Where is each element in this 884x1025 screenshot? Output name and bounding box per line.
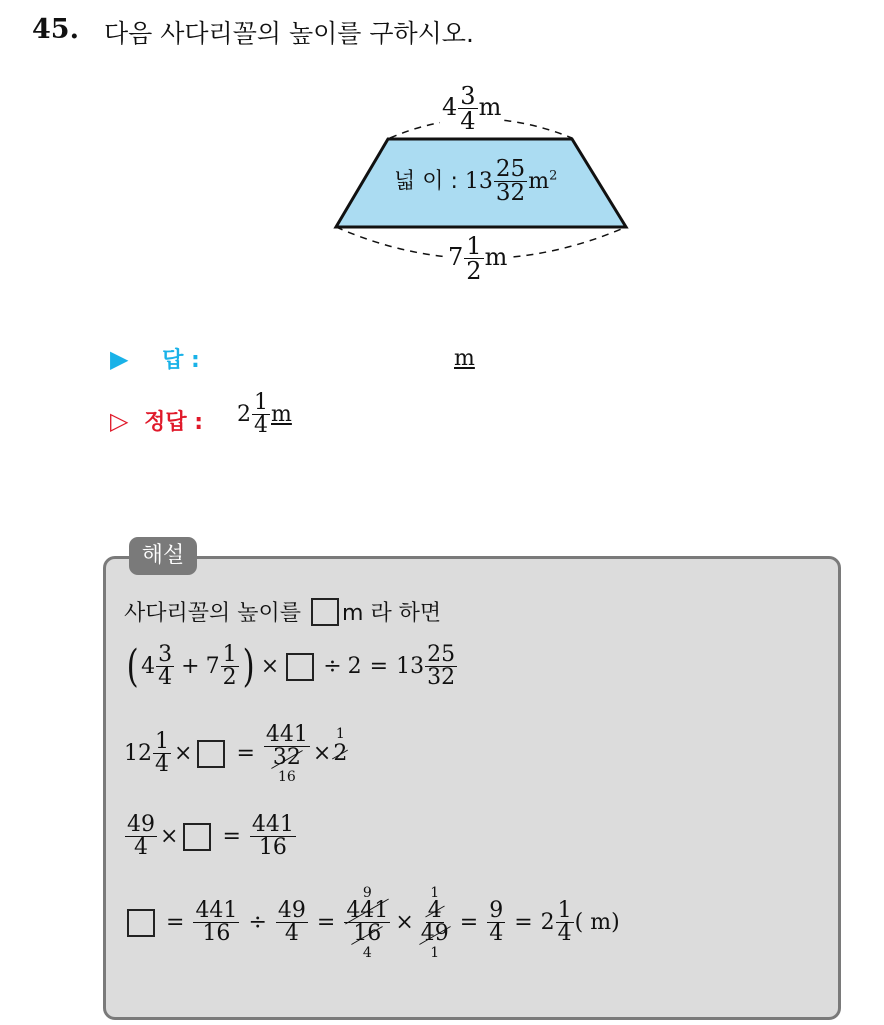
solution-line-5: = $\frac{441}{16}$ ÷ $\frac{49}{4}$ = 9 $\frac{441}{16}$ 4 × 1 $\frac{4}{49}$ 1 = $\frac{9}{4}$ = 2 $\frac{1}{4}$ ( m) bbox=[124, 886, 620, 960]
answer-arrow-icon: ▶ bbox=[110, 345, 129, 373]
answer-label: 답 : bbox=[162, 348, 200, 373]
solution-line-3: 12 $\frac{1}{4}$ × = 441 32 16 × 1 2 bbox=[124, 722, 348, 785]
solution-line-4: $\frac{49}{4}$ × = $\frac{441}{16}$ bbox=[127, 812, 294, 861]
correct-label: 정답 : bbox=[144, 410, 204, 435]
answer-unit: m bbox=[454, 346, 475, 371]
correct-value: 2 $\frac{1}{4}$ m bbox=[237, 390, 292, 439]
top-side-label: 4 $\frac{3}{4}$ m bbox=[442, 82, 502, 136]
question-number: 45. bbox=[32, 14, 79, 45]
solution-line-2: ( 4 $\frac{3}{4}$ + 7 $\frac{1}{2}$ ) × ÷ 2 = 13 $\frac{25}{32}$ bbox=[126, 640, 456, 692]
blank-box bbox=[183, 823, 211, 851]
blank-box bbox=[286, 653, 314, 681]
area-label: 넓 이 : 13 $\frac{25}{32}$ $m^2$ bbox=[394, 156, 558, 207]
bottom-side-label: 7 $\frac{1}{2}$ m bbox=[445, 234, 510, 284]
correct-arrow-icon: ▷ bbox=[110, 407, 129, 435]
answer-row bbox=[110, 343, 200, 374]
solution-line-1: 사다리꼴의 높이를 m 라 하면 bbox=[124, 596, 441, 627]
blank-box bbox=[127, 909, 155, 937]
blank-box bbox=[311, 598, 339, 626]
correct-row bbox=[110, 405, 203, 436]
blank-box bbox=[197, 740, 225, 768]
solution-title: 해설 bbox=[129, 537, 197, 575]
question-text: 다음 사다리꼴의 높이를 구하시오. bbox=[104, 19, 474, 48]
